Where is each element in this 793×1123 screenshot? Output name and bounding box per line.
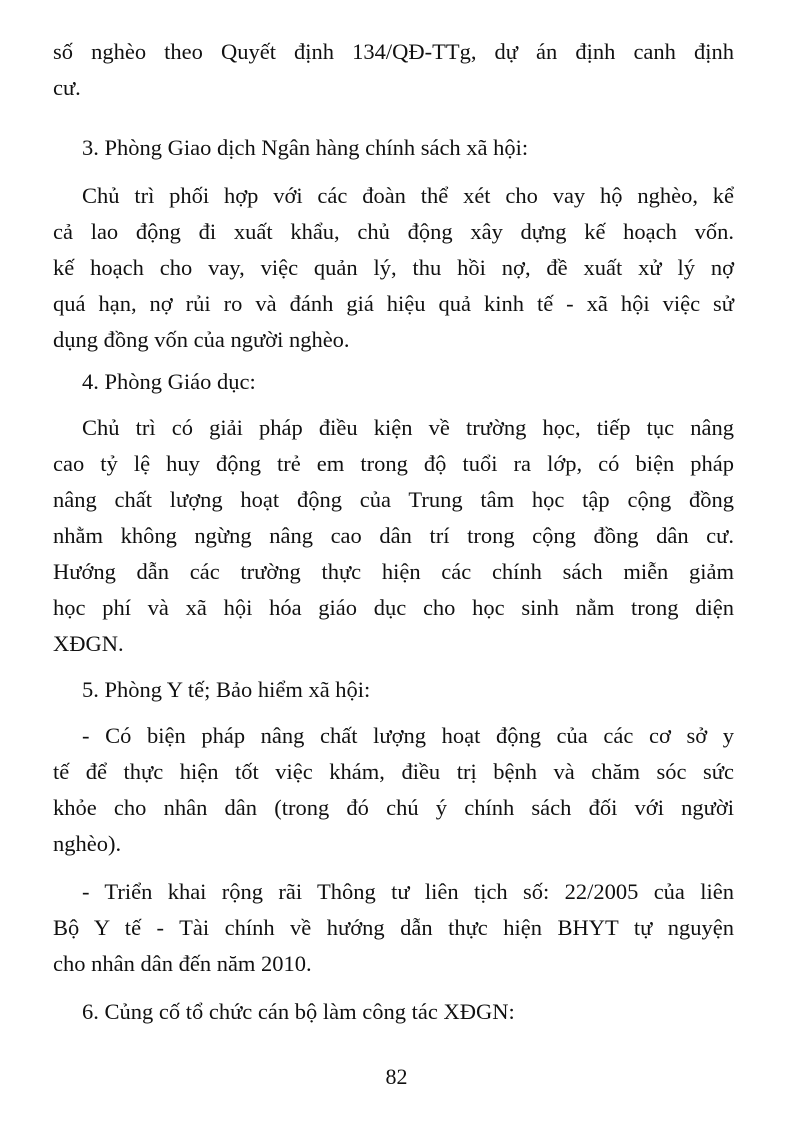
text-line: 3. Phòng Giao dịch Ngân hàng chính sách xã hội: bbox=[82, 135, 529, 160]
text-line: Bộ Y tế - Tài chính về hướng dẫn thực hiện BHYT tự nguyện bbox=[53, 915, 734, 940]
text-line: Chủ trì có giải pháp điều kiện về trường học, tiếp tục nâng bbox=[82, 415, 734, 440]
text-line: khỏe cho nhân dân (trong đó chú ý chính sách đối với người bbox=[53, 795, 734, 820]
text-line: học phí và xã hội hóa giáo dục cho học sinh nằm trong diện bbox=[53, 595, 734, 620]
text-line: nhằm không ngừng nâng cao dân trí trong cộng đồng dân cư. bbox=[53, 523, 734, 548]
page-number: 82 bbox=[385, 1064, 408, 1089]
text-line: số nghèo theo Quyết định 134/QĐ-TTg, dự án định canh định bbox=[53, 39, 734, 64]
text-line: XĐGN. bbox=[53, 631, 124, 656]
text-line: cư. bbox=[53, 75, 81, 100]
text-line: - Triển khai rộng rãi Thông tư liên tịch số: 22/2005 của liên bbox=[82, 879, 734, 904]
text-line: nâng chất lượng hoạt động của Trung tâm học tập cộng đồng bbox=[53, 487, 734, 512]
text-line: Chủ trì phối hợp với các đoàn thể xét cho vay hộ nghèo, kể bbox=[82, 183, 734, 208]
text-line: cả lao động đi xuất khẩu, chủ động xây dựng kế hoạch vốn. bbox=[53, 219, 734, 244]
text-line: dụng đồng vốn của người nghèo. bbox=[53, 327, 350, 352]
text-line: - Có biện pháp nâng chất lượng hoạt động của các cơ sở y bbox=[82, 723, 734, 748]
text-line: 6. Củng cố tổ chức cán bộ làm công tác XĐGN: bbox=[82, 999, 515, 1024]
text-line: nghèo). bbox=[53, 831, 122, 856]
text-line: Hướng dẫn các trường thực hiện các chính sách miễn giảm bbox=[53, 559, 734, 584]
text-line: kế hoạch cho vay, việc quản lý, thu hồi nợ, đề xuất xử lý nợ bbox=[53, 255, 734, 280]
text-line: tế để thực hiện tốt việc khám, điều trị bệnh và chăm sóc sức bbox=[53, 759, 734, 784]
text-line: cao tỷ lệ huy động trẻ em trong độ tuổi ra lớp, có biện pháp bbox=[53, 451, 734, 476]
text-line: 4. Phòng Giáo dục: bbox=[82, 369, 256, 394]
text-line: quá hạn, nợ rủi ro và đánh giá hiệu quả kinh tế - xã hội việc sử bbox=[53, 291, 734, 316]
text-line: cho nhân dân đến năm 2010. bbox=[53, 951, 312, 976]
text-line: 5. Phòng Y tế; Bảo hiểm xã hội: bbox=[82, 677, 371, 702]
